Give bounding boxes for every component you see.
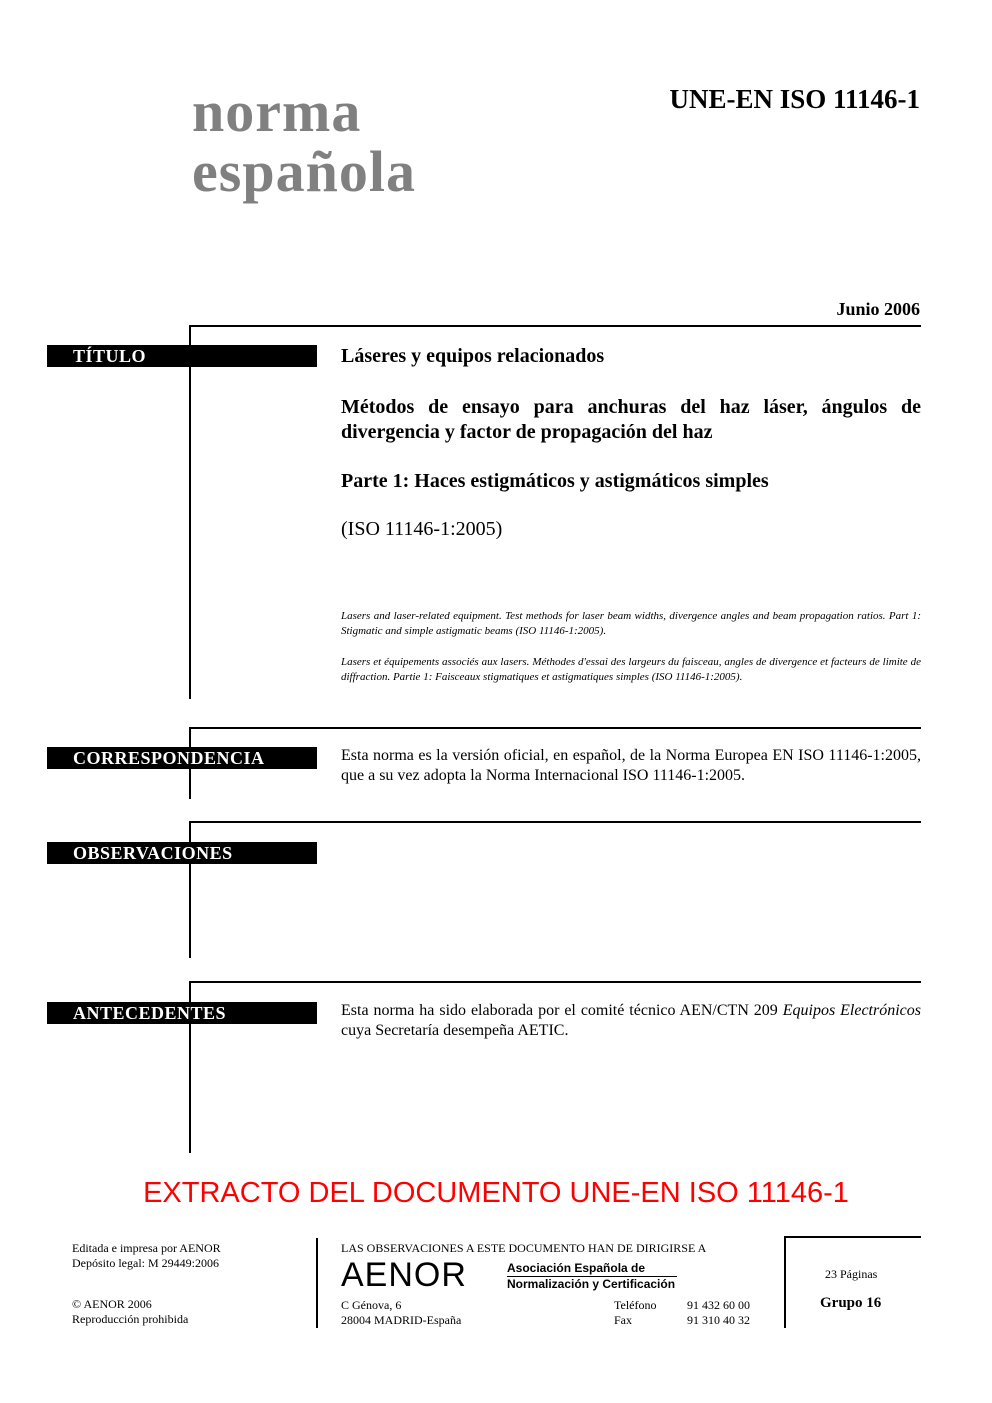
section-divider <box>189 325 921 327</box>
french-title: Lasers et équipements associés aux lasers. Méthodes d'essai des largeurs du faisceau, angles de divergence et facteurs de limite de diffraction. Partie 1: Faisceaux stigmatiques et astigmatiques simples (ISO 11146-1:2005). <box>341 656 921 683</box>
section-divider <box>189 981 921 983</box>
label-antecedentes: ANTECEDENTES <box>47 1002 317 1024</box>
publication-date: Junio 2006 <box>836 299 920 319</box>
copyright: © AENOR 2006 <box>72 1297 152 1311</box>
telefono-number: 91 432 60 00 <box>687 1298 750 1312</box>
label-titulo: TÍTULO <box>47 345 317 367</box>
edited-by: Editada e impresa por AENOR <box>72 1241 221 1255</box>
label-observaciones: OBSERVACIONES <box>47 842 317 864</box>
standard-code: UNE-EN ISO 11146-1 <box>669 84 920 114</box>
fax-number: 91 310 40 32 <box>687 1313 750 1327</box>
section-vertical-rule <box>189 325 191 699</box>
price-group: Grupo 16 <box>820 1295 882 1311</box>
deposito-legal: Depósito legal: M 29449:2006 <box>72 1256 219 1270</box>
footer-divider <box>316 1238 318 1328</box>
section-divider <box>189 821 921 823</box>
antecedentes-text-part: cuya Secretaría desempeña AETIC. <box>341 1022 569 1039</box>
label-correspondencia: CORRESPONDENCIA <box>47 747 317 769</box>
telefono-label: Teléfono <box>614 1298 657 1312</box>
antecedentes-text-part: Esta norma ha sido elaborada por el comité técnico AEN/CTN 209 <box>341 1002 783 1019</box>
antecedentes-text <box>341 1001 921 1041</box>
reproduction-notice: Reproducción prohibida <box>72 1312 189 1326</box>
aenor-subtitle-1: Asociación Española de <box>507 1261 646 1275</box>
aenor-subtitle-2: Normalización y Certificación <box>507 1277 676 1291</box>
pages-box-left-rule <box>784 1236 786 1328</box>
section-divider <box>189 727 921 729</box>
page-count: 23 Páginas <box>825 1267 878 1281</box>
doc-subtitle: Métodos de ensayo para anchuras del haz láser, ángulos de divergencia y factor de propagación del haz <box>341 396 921 443</box>
committee-name: Equipos Electrónicos <box>782 1002 921 1019</box>
observaciones-notice: LAS OBSERVACIONES A ESTE DOCUMENTO HAN DE DIRIGIRSE A <box>341 1241 707 1255</box>
extract-notice: EXTRACTO DEL DOCUMENTO UNE-EN ISO 11146-1 <box>143 1177 849 1209</box>
english-title: Lasers and laser-related equipment. Test methods for laser beam widths, divergence angles and beam propagation ratios. Part 1: Stigmatic and simple astigmatic beams (ISO 11146-1:2005). <box>341 610 921 637</box>
address-street: C Génova, 6 <box>341 1298 402 1312</box>
brand-espanola: española <box>192 139 416 204</box>
fax-label: Fax <box>614 1313 632 1327</box>
aenor-logo: AENOR <box>341 1256 467 1294</box>
brand-norma: norma <box>192 79 362 144</box>
correspondencia-text: Esta norma es la versión oficial, en español, de la Norma Europea EN ISO 11146-1:2005, que a su vez adopta la Norma Internacional ISO 11146-1:2005. <box>341 747 921 784</box>
pages-box-top-rule <box>784 1236 921 1238</box>
doc-part: Parte 1: Haces estigmáticos y astigmáticos simples <box>341 470 769 492</box>
doc-title: Láseres y equipos relacionados <box>341 345 605 367</box>
address-city: 28004 MADRID-España <box>341 1313 462 1327</box>
iso-reference: (ISO 11146-1:2005) <box>341 518 503 540</box>
